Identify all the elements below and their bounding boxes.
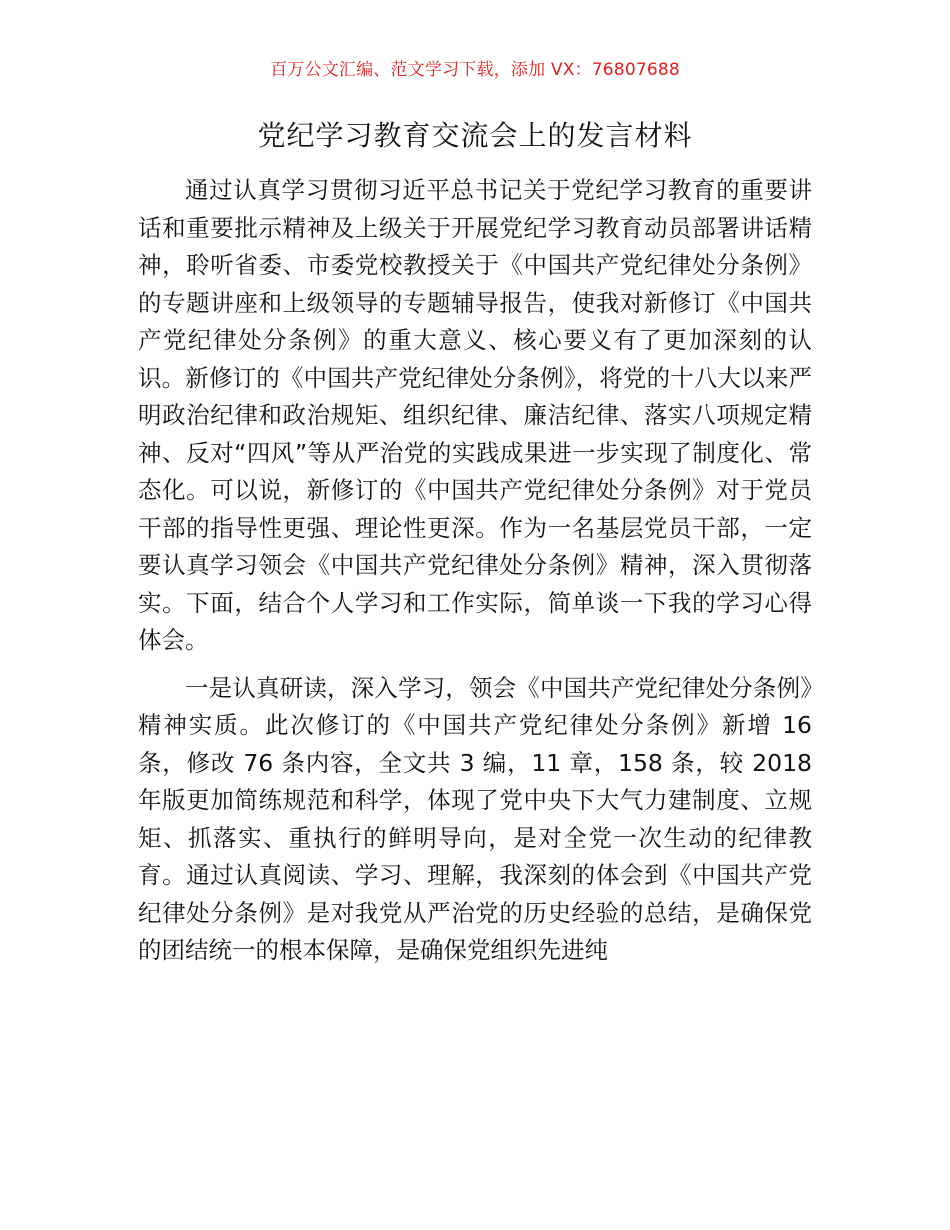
header-promo-note: 百万公文汇编、范文学习下载，添加 VX：76807688 <box>270 60 680 80</box>
document-body <box>138 172 812 970</box>
body-paragraph: 通过认真学习贯彻习近平总书记关于党纪学习教育的重要讲话和重要批示精神及上级关于开展党纪学习教育动员部署讲话精神，聆听省委、市委党校教授关于《中国共产党纪律处分条例》的专题讲座和上级领导的专题辅导报告，使我对新修订《中国共产党纪律处分条例》的重大意义、核心要义有了更加深刻的认识。新修订的《中国共产党纪律处分条例》，将党的十八大以来严明政治纪律和政治规矩、组织纪律、廉洁纪律、落实八项规定精神、反对“四风”等从严治党的实践成果进一步实现了制度化、常态化。可以说，新修订的《中国共产党纪律处分条例》对于党员干部的指导性更强、理论性更深。作为一名基层党员干部，一定要认真学习领会《中国共产党纪律处分条例》精神，深入贯彻落实。下面，结合个人学习和工作实际，简单谈一下我的学习心得体会。 <box>138 176 812 654</box>
document-title: 党纪学习教育交流会上的发言材料 <box>257 119 693 152</box>
body-paragraph: 一是认真研读，深入学习，领会《中国共产党纪律处分条例》精神实质。此次修订的《中国共产党纪律处分条例》新增 16 条，修改 76 条内容，全文共 3 编，11 章，158 条，较 2018 年版更加简练规范和科学，体现了党中央下大气力建制度、立规矩、抓落实、重执行的鲜明导向，是对全党一次生动的纪律教育。通过认真阅读、学习、理解，我深刻的体会到《中国共产党纪律处分条例》是对我党从严治党的历史经验的总结，是确保党的团结统一的根本保障，是确保党组织先进纯 <box>138 673 812 964</box>
